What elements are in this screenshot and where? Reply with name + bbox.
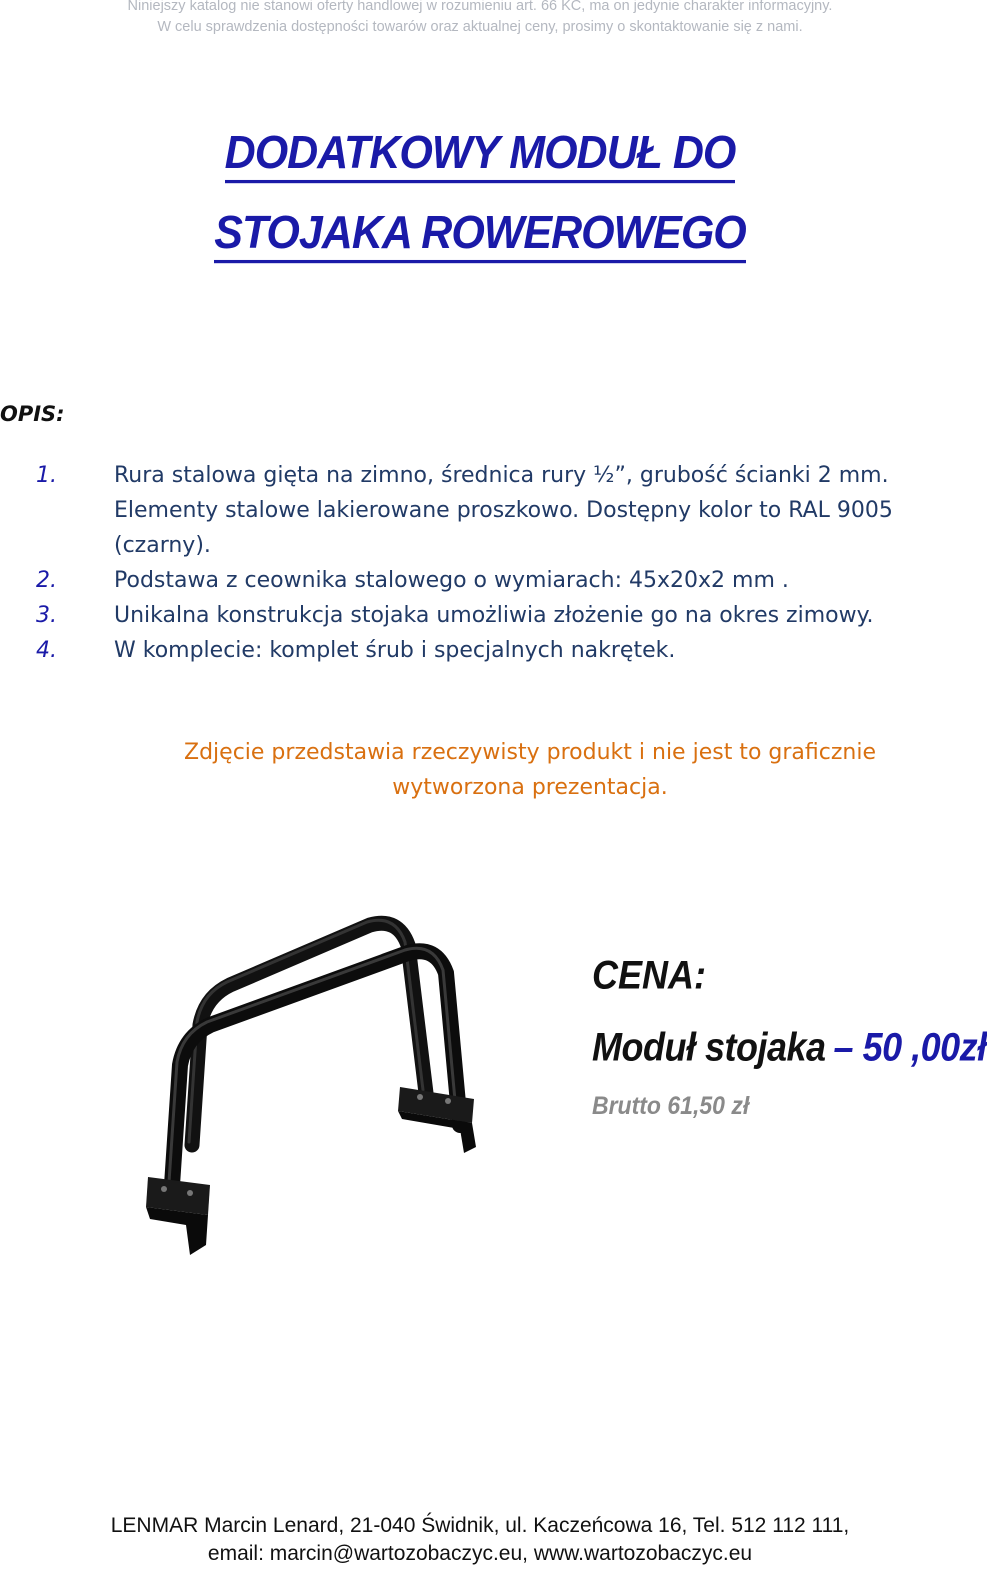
list-item bbox=[36, 458, 946, 563]
footer-line-2: email: marcin@wartozobaczyc.eu, www.wartozobaczyc.eu bbox=[207, 1542, 753, 1565]
rack-base-left bbox=[146, 1177, 210, 1255]
disclaimer-line-1: Niniejszy katalog nie stanowi oferty handlowej w rozumieniu art. 66 KC, ma on jedynie charakter informacyjny. bbox=[127, 0, 833, 14]
list-item-text: W komplecie: komplet śrub i specjalnych nakrętek. bbox=[114, 638, 676, 663]
title-line-2 bbox=[0, 207, 960, 260]
list-item bbox=[36, 598, 946, 633]
price-heading: CENA: bbox=[592, 952, 706, 998]
list-item-number: 1. bbox=[36, 463, 57, 488]
list-item-number: 2. bbox=[36, 568, 57, 593]
bike-rack-module-image bbox=[130, 915, 490, 1275]
list-item-text: Unikalna konstrukcja stojaka umożliwia złożenie go na okres zimowy. bbox=[114, 603, 874, 628]
price-dash: – bbox=[833, 1024, 854, 1070]
description-list bbox=[36, 458, 946, 668]
price-product: Moduł stojaka bbox=[592, 1024, 826, 1070]
list-item-number: 3. bbox=[36, 603, 57, 628]
list-item-text: Rura stalowa gięta na zimno, średnica rury ½”, grubość ścianki 2 mm. Elementy stalowe lakierowane proszkowo. Dostępny kolor to RAL 9005 (czarny). bbox=[114, 463, 893, 558]
list-item-text: Podstawa z ceownika stalowego o wymiarach: 45x20x2 mm . bbox=[114, 568, 789, 593]
title-line-1 bbox=[0, 127, 960, 180]
list-item bbox=[36, 633, 946, 668]
price-brutto: Brutto 61,50 zł bbox=[592, 1091, 750, 1120]
title-line-1-text: DODATKOWY MODUŁ DO bbox=[225, 127, 736, 183]
photo-note: Zdjęcie przedstawia rzeczywisty produkt i nie jest to graficznie wytworzona prezentacja. bbox=[184, 740, 876, 800]
list-item-number: 4. bbox=[36, 638, 57, 663]
disclaimer-line-2: W celu sprawdzenia dostępności towarów oraz aktualnej ceny, prosimy o skontaktowanie się z nami. bbox=[157, 19, 803, 35]
footer-line-1: LENMAR Marcin Lenard, 21-040 Świdnik, ul. Kaczeńcowa 16, Tel. 512 112 111, bbox=[110, 1514, 850, 1537]
title-line-2-text: STOJAKA ROWEROWEGO bbox=[214, 207, 745, 263]
list-item bbox=[36, 563, 946, 598]
price-amount: 50 ,00zł bbox=[862, 1024, 987, 1070]
description-heading: OPIS: bbox=[0, 402, 65, 426]
price-line bbox=[592, 1024, 987, 1070]
